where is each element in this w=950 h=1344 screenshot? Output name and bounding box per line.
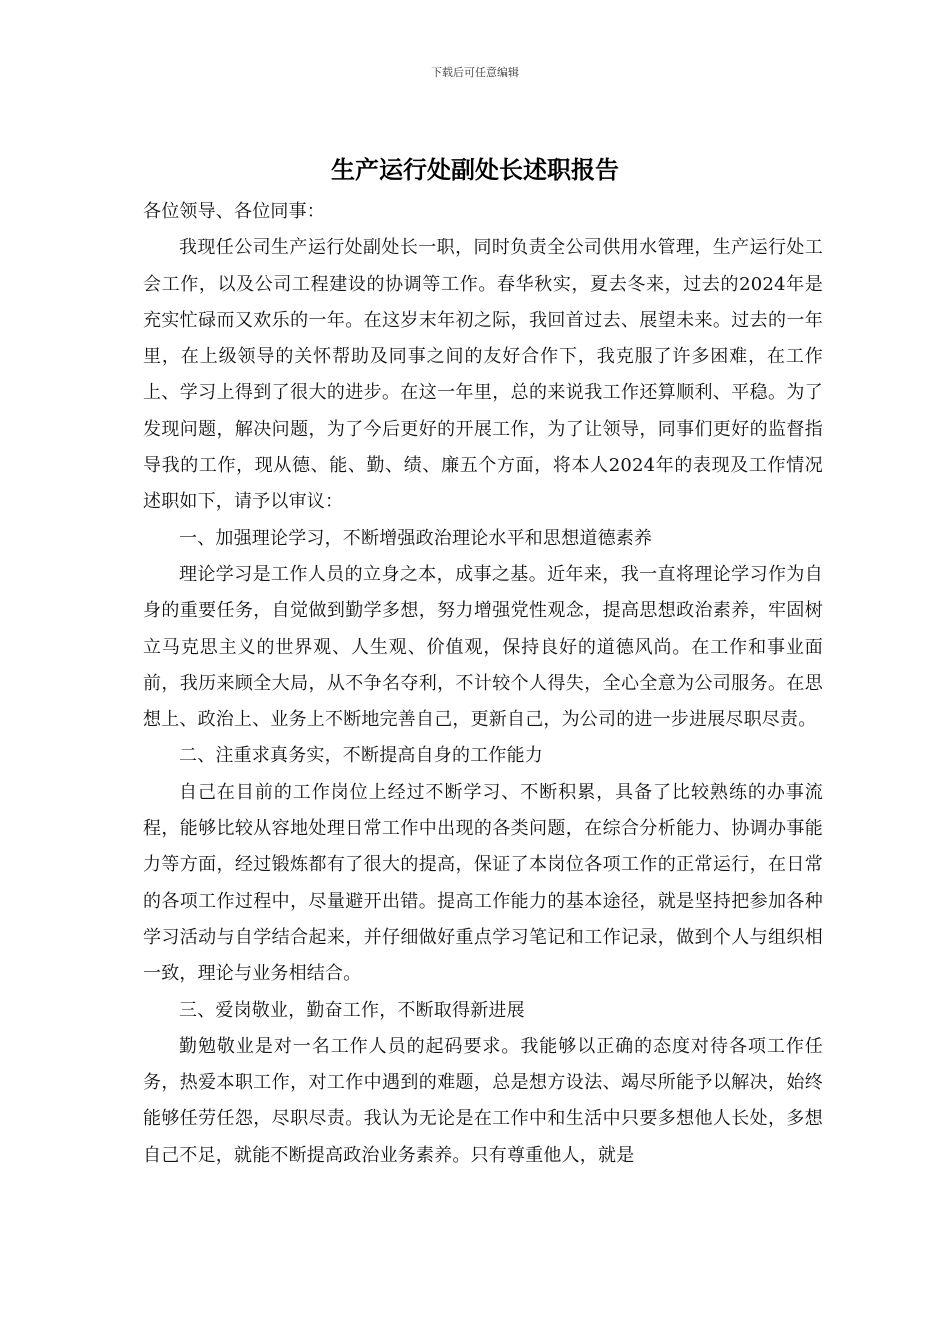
salutation: 各位领导、各位同事： [143, 201, 325, 222]
section-heading-3: 三、爱岗敬业，勤奋工作，不断取得新进展 [179, 999, 525, 1021]
paragraph-section-3: 勤勉敬业是对一名工作人员的起码要求。我能够以正确的态度对待各项工作任务，热爱本职工作，对工作中遇到的难题，总是想方设法、竭尽所能予以解决，始终能够任劳任怨，尽职尽责。我认为无论是在工作中和生活中只要多想他人长处，多想自己不足，就能不断提高政治业务素养。只有尊重他人，就是 [143, 1035, 823, 1166]
section-heading-1: 一、加强理论学习，不断增强政治理论水平和思想道德素养 [179, 527, 653, 549]
section-heading-2: 二、注重求真务实，不断提高自身的工作能力 [179, 745, 543, 767]
paragraph-section-1: 理论学习是工作人员的立身之本，成事之基。近年来，我一直将理论学习作为自身的重要任务，自觉做到勤学多想，努力增强党性观念，提高思想政治素养，牢固树立马克思主义的世界观、人生观、价值观，保持良好的道德风尚。在工作和事业面前，我历来顾全大局，从不争名夺利，不计较个人得失，全心全意为公司服务。在思想上、政治上、业务上不断地完善自己，更新自己，为公司的进一步进展尽职尽责。 [143, 563, 823, 731]
paragraph-intro: 我现任公司生产运行处副处长一职，同时负责全公司供用水管理，生产运行处工会工作，以及公司工程建设的协调等工作。春华秋实，夏去冬来，过去的2024年是充实忙碌而又欢乐的一年。在这岁末年初之际，我回首过去、展望未来。过去的一年里，在上级领导的关怀帮助及同事之间的友好合作下，我克服了许多困难，在工作上、学习上得到了很大的进步。在这一年里，总的来说我工作还算顺利、平稳。为了发现问题，解决问题，为了今后更好的开展工作，为了让领导，同事们更好的监督指导我的工作，现从德、能、勤、绩、廉五个方面，将本人2024年的表现及工作情况述职如下，请予以审议： [143, 237, 823, 513]
paragraph-section-2: 自己在目前的工作岗位上经过不断学习、不断积累，具备了比较熟练的办事流程，能够比较从容地处理日常工作中出现的各类问题，在综合分析能力、协调办事能力等方面，经过锻炼都有了很大的提高，保证了本岗位各项工作的正常运行，在日常的各项工作过程中，尽量避开出错。提高工作能力的基本途径，就是坚持把参加各种学习活动与自学结合起来，并仔细做好重点学习笔记和工作记录，做到个人与组织相一致，理论与业务相结合。 [143, 781, 823, 985]
header-note: 下载后可任意编辑 [431, 66, 519, 79]
document-body [143, 194, 823, 1174]
document-title: 生产运行处副处长述职报告 [331, 155, 619, 184]
